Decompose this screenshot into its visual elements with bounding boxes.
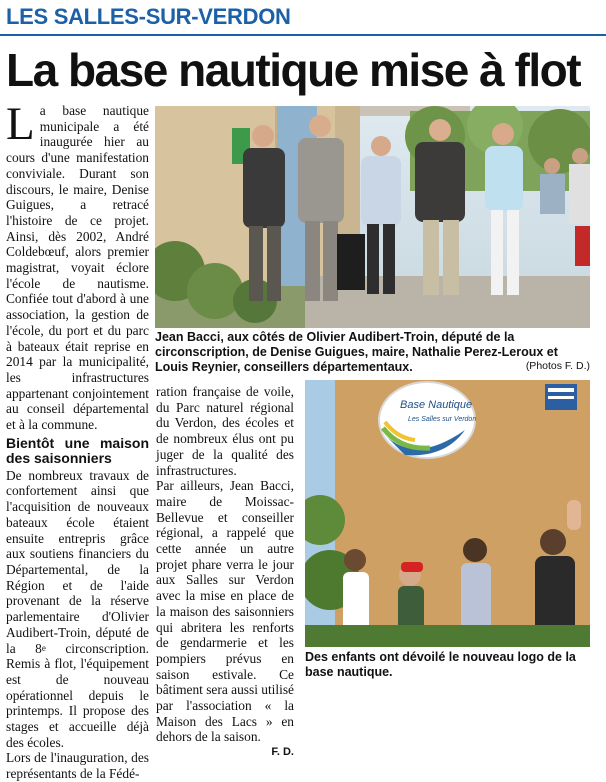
superscript: e [41,642,46,653]
article-column-middle [156,384,294,761]
logo-text-line2: Les Salles sur Verdon [408,416,477,423]
section-kicker: LES SALLES-SUR-VERDON [6,4,291,29]
paragraph-continuation: ration française de voile, du Parc naturel régional du Verdon, des écoles et de nombreux élus ont pu juger de la qualité des infrastructures. [156,384,294,478]
logo-text-line1: Base Nautique [400,399,473,411]
paragraph-project: Par ailleurs, Jean Bacci, maire de Moissac-Bellevue et conseiller régional, a rappelé que cette année un autre projet phare verra le jour aux Salles sur Verdon avec la mise en place de la maison des saisonniers qui abritera les renforts de gendarmerie et les pompiers prévus en saison estivale. Ce bâtiment sera aussi utilisé par l'association « la Maison des Lacs » en dehors de la saison. [156,478,294,745]
paragraph-works-text-b: circonscription. Remis à flot, l'équipement est de nouveau opérationnel depuis le printemps. Il propose des stages et accueille déjà des écoles. [6,640,149,750]
kicker-rule [0,34,606,36]
photo-children [305,380,590,647]
paragraph-inauguration: Lors de l'inauguration, des représentants de la Fédé- [6,750,149,782]
paragraph-works [6,468,149,751]
photo-credit: (Photos F. D.) [525,360,590,372]
photo-children-caption: Des enfants ont dévoilé le nouveau logo de la base nautique. [305,650,576,679]
photo-children-image [305,380,590,647]
photo-officials-image [155,106,590,328]
drop-cap: L [6,98,35,150]
paragraph-works-text-a: De nombreux travaux de confortement ainsi que l'acquisition de nouveaux bateaux école étaient ensuite entrepris grâce aux soutiens financiers du Départemental, de la Région et de l'aide provenant de la réserve parlementaire d'Olivier Audibert-Troin, député de la 8 [6,467,149,656]
author-signature: F. D. [271,746,294,759]
headline: La base nautique mise à flot [6,44,581,96]
paragraph-intro: a base nautique municipale a été inaugurée hier au cours d'une manifestation conviviale. Durant son discours, le maire, Denise Guigues, a retracé l'histoire de ce projet. Ainsi, dès 2002, André Coldebœuf, alors premier magistrat, voyait éclore l'école de nautisme. Confiée tout d'abord à une association, la gestion de l'école, du port et du parc à bateaux était reprise en 2014 par la municipalité, les infrastructures appartenant conjointement au conseil départemental et à la commune. [6,103,149,433]
subheading: Bientôt une maison des saisonniers [6,434,149,466]
article-column-left [6,98,149,782]
photo-officials [155,106,590,328]
photo-officials-caption: Jean Bacci, aux côtés de Olivier Audibert-Troin, député de la circonscription, de Denise Guigues, maire, Nathalie Perez-Leroux et Louis Reynier, conseillers départementaux. [155,330,558,374]
